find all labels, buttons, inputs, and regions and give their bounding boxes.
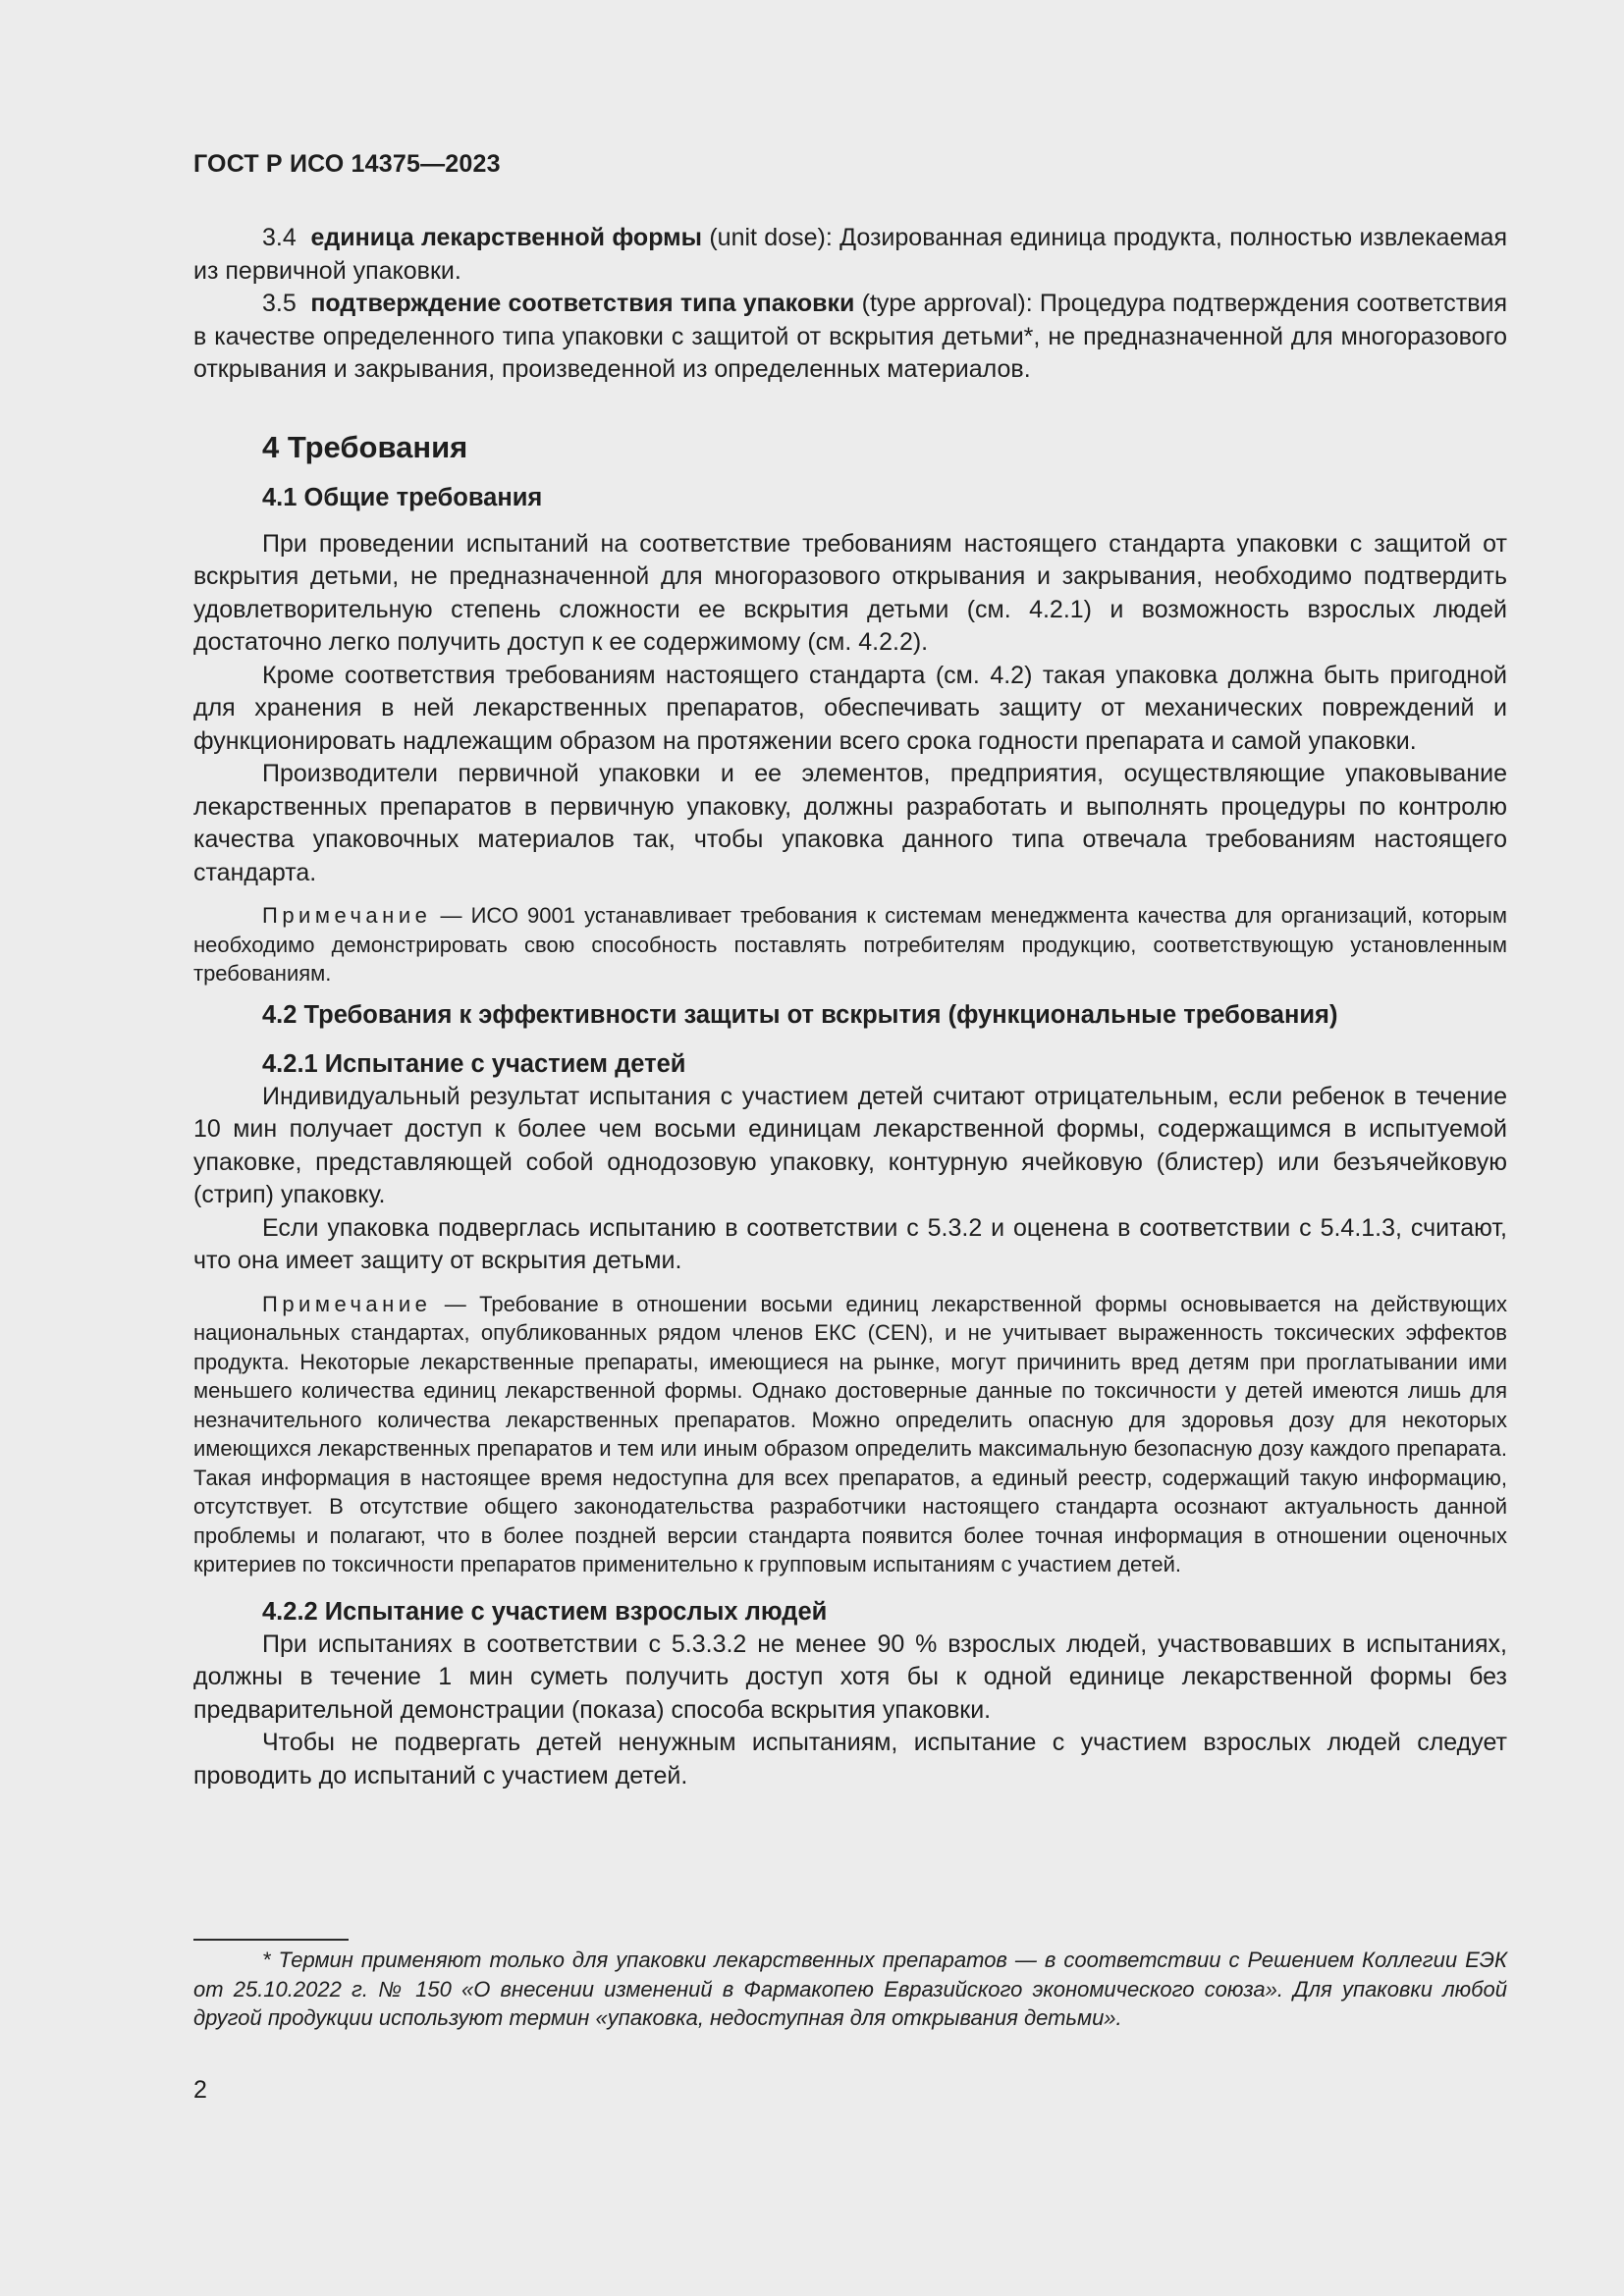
- term-title: подтверждение соответствия типа упаковки: [310, 290, 855, 317]
- term-number: 3.5: [262, 290, 297, 317]
- paragraph: Производители первичной упаковки и ее элементов, предприятия, осуществляющие упаковывание лекарственных препаратов в первичную упаковку, должны разработать и выполнять процедуры по контролю качества упаковочных материалов так, чтобы упаковка данного типа отвечала требованиям настоящего стандарта.: [193, 760, 1507, 886]
- section-4-heading: 4 Требования: [262, 429, 468, 464]
- note-text: — Требование в отношении восьми единиц лекарственной формы основывается на действующих национальных стандартах, опубликованных рядом членов ЕКС (CEN), и не учитывает выраженность токсических эффектов продукта. Некоторые лекарственные препараты, имеющиеся на рынке, могут причинить вред детям при проглатывании ими меньшего количества единиц лекарственной формы. Однако достоверные данные по токсичности у детей имеются лишь для незначительного количества лекарственных препаратов. Можно определить опасную для здоровья дозу для некоторых имеющихся лекарственных препаратов и тем или иным образом определить максимальную безопасную дозу каждого препарата. Такая информация в настоящее время недоступна для всех препаратов, а единый реестр, содержащий такую информацию, отсутствует. В отсутствие общего законодательства разработчики настоящего стандарта осознают актуальность данной проблемы и полагают, что в более поздней версии стандарта появится более точная информация в отношении оценочных критериев по токсичности препаратов применительно к групповым испытаниям с участием детей.: [193, 1291, 1507, 1576]
- note-label: Примечание: [262, 1291, 432, 1316]
- standard-header: ГОСТ Р ИСО 14375—2023: [193, 150, 501, 178]
- term-3-5: [193, 288, 1507, 387]
- note-label: Примечание: [262, 903, 432, 928]
- section-4-2-1-heading: 4.2.1 Испытание с участием детей: [262, 1049, 686, 1078]
- note-text: — ИСО 9001 устанавливает требования к системам менеджмента качества для организаций, которым необходимо демонстрировать свою способность поставлять потребителям продукцию, соответствующую установленным требованиям.: [193, 903, 1507, 986]
- section-4-2-2-heading: 4.2.2 Испытание с участием взрослых людей: [262, 1597, 828, 1626]
- note-4-1: [193, 901, 1507, 988]
- term-definition: (unit dose): Дозированная единица продукта, полностью извлекаемая из первичной упаковки.: [193, 224, 1507, 285]
- term-number: 3.4: [262, 224, 297, 251]
- paragraph: Индивидуальный результат испытания с участием детей считают отрицательным, если ребенок в течение 10 мин получает доступ к более чем восьми единицам лекарственной формы, содержащимся в испытуемой упаковке, представляющей собой однодозовую упаковку, контурную ячейковую (блистер) или безъячейковую (стрип) упаковку.: [193, 1082, 1507, 1208]
- paragraph: При проведении испытаний на соответствие требованиям настоящего стандарта упаковки с защитой от вскрытия детьми, не предназначенной для многоразового открывания и закрывания, необходимо подтвердить удовлетворительную степень сложности ее вскрытия детьми (см. 4.2.1) и возможность взрослых людей достаточно легко получить доступ к ее содержимому (см. 4.2.2).: [193, 529, 1507, 656]
- section-4-2-heading: 4.2 Требования к эффективности защиты от вскрытия (функциональные требования): [262, 1000, 1338, 1029]
- paragraph: Чтобы не подвергать детей ненужным испытаниям, испытание с участием взрослых людей следует проводить до испытаний с участием детей.: [193, 1729, 1507, 1789]
- term-definition: (type approval): Процедура подтверждения соответствия в качестве определенного типа упаковки с защитой от вскрытия детьми*, не предназначенной для многоразового открывания и закрывания, произведенной из определенных материалов.: [193, 290, 1507, 383]
- term-title: единица лекарственной формы: [310, 224, 702, 251]
- paragraph: Кроме соответствия требованиям настоящего стандарта (см. 4.2) такая упаковка должна быть пригодной для хранения в ней лекарственных препаратов, обеспечивать защиту от механических повреждений и функционировать надлежащим образом на протяжении всего срока годности препарата и самой упаковки.: [193, 661, 1507, 755]
- paragraph: При испытаниях в соответствии с 5.3.3.2 не менее 90 % взрослых людей, участвовавших в испытаниях, должны в течение 1 мин суметь получить доступ хотя бы к одной единице лекарственной формы без предварительной демонстрации (показа) способа вскрытия упаковки.: [193, 1629, 1507, 1724]
- page-content: [193, 147, 1507, 1792]
- footnote-separator: [193, 1939, 349, 1941]
- term-3-4: [193, 222, 1507, 288]
- section-4-1-heading: 4.1 Общие требования: [262, 483, 543, 511]
- paragraph: Если упаковка подверглась испытанию в соответствии с 5.3.2 и оценена в соответствии с 5.4.1.3, считают, что она имеет защиту от вскрытия детьми.: [193, 1213, 1507, 1274]
- footnote: * Термин применяют только для упаковки лекарственных препаратов — в соответствии с Решением Коллегии ЕЭК от 25.10.2022 г. № 150 «О внесении изменений в Фармакопею Евразийского экономического союза». Для упаковки любой другой продукции используют термин «упаковка, недоступная для открывания детьми».: [193, 1948, 1507, 2030]
- page-number: 2: [193, 2076, 207, 2104]
- note-4-2-1: [193, 1290, 1507, 1579]
